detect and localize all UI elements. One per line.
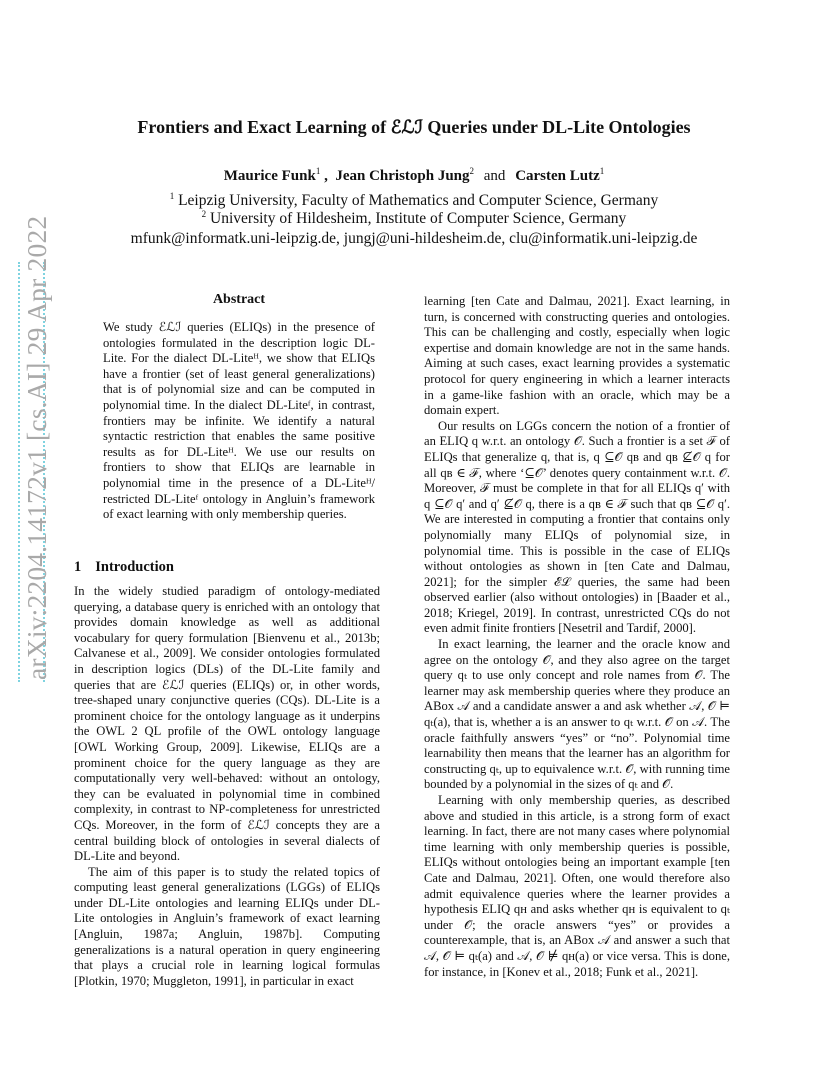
abstract-heading: Abstract — [212, 292, 266, 307]
author-affiliation-mark: 1 — [599, 166, 605, 176]
affiliation-text: University of Hildesheim, Institute of Computer Science, Germany — [210, 210, 627, 228]
affiliation-2 — [0, 209, 828, 228]
author-connector: and — [483, 168, 506, 184]
affiliation-mark: 2 — [201, 209, 207, 219]
section-title: Introduction — [95, 559, 174, 575]
author-name: Maurice Funk — [223, 168, 316, 184]
right-column — [424, 294, 730, 980]
paragraph: In the widely studied paradigm of ontology-mediated querying, a database query is enriched with an ontology that provides domain knowledge as well as additional vocabulary for query formulation [Bienvenu et al., 2013b; Calvanese et al., 2009]. We consider ontologies formulated in description logics (DLs) of the DL-Lite family and queries that are ℰℒℐ queries (ELIQs) or, in other words, tree-shaped unary conjunctive queries (CQs). DL-Lite is a prominent choice for the ontology language as it underpins the OWL 2 QL profile of the OWL ontology language [OWL Working Group, 2009]. Likewise, ELIQs are a prominent choice for the query language as they are computationally very well-behaved: without an ontology, they can be evaluated in polynomial time in combined complexity, in contrast to NP-completeness for unrestricted CQs. Moreover, in the form of ℰℒℐ concepts they are a central building block of ontologies in several dialects of DL-Lite and beyond. — [74, 584, 380, 864]
arxiv-identifier[interactable]: arXiv:2204.14172v1 [cs.AI] 29 Apr 2022 — [21, 215, 52, 680]
paper-title: Frontiers and Exact Learning of ℰℒℐ Queries under DL-Lite Ontologies — [137, 117, 691, 137]
paragraph: In exact learning, the learner and the oracle know and agree on the ontology 𝒪, and they also agree on the target query qₜ to use only concept and role names from 𝒪. The learner may ask membership queries where they produce an ABox 𝒜 and a candidate answer a and ask whether 𝒜, 𝒪 ⊨ qₜ(a), that is, whether a is an answer to qₜ w.r.t. 𝒪 on 𝒜. The oracle faithfully answers “yes” or “no”. Polynomial time learnability then means that the learner has an algorithm for constructing qₜ, up to equivalence w.r.t. 𝒪, with running time bounded by a polynomial in the sizes of qₜ and 𝒪. — [424, 637, 730, 792]
paragraph: Learning with only membership queries, as described above and studied in this article, is a strong form of exact learning. In fact, there are not many cases where polynomial time learning with only membership queries is possible, ELIQs without ontologies being an important example [ten Cate and Dalmau, 2021]. Often, one would therefore also admit equivalence queries where the learner provides a hypothesis ELIQ qʜ and asks whether qʜ is equivalent to qₜ under 𝒪; the oracle answers “yes” or provides a counterexample, that is, an ABox 𝒜 and answer a such that 𝒜, 𝒪 ⊨ qₜ(a) and 𝒜, 𝒪 ⊭ qʜ(a) or vice versa. This is done, for instance, in [Konev et al., 2018; Funk et al., 2021]. — [424, 793, 730, 979]
affiliation-mark: 1 — [169, 191, 175, 201]
paragraph: learning [ten Cate and Dalmau, 2021]. Exact learning, in turn, is concerned with constructing queries and ontologies. This can be challenging and costly, especially when logic expertise and domain knowledge are not in the same hands. Aiming at such cases, exact learning provides a systematic protocol for query engineering in which a learner interacts in a game-like fashion with an oracle, which may be a domain expert. — [424, 294, 730, 418]
section-heading — [74, 559, 174, 576]
author-affiliation-mark: 1 — [315, 166, 321, 176]
left-column — [74, 584, 380, 989]
author-emails[interactable]: mfunk@informatk.uni-leipzig.de, jungj@uni-hildesheim.de, clu@informatik.uni-leipzig.de — [130, 230, 698, 247]
section-number: 1 — [74, 559, 82, 575]
affiliation-text: Leipzig University, Faculty of Mathematics and Computer Science, Germany — [178, 192, 659, 210]
paragraph: The aim of this paper is to study the related topics of computing least general generalizations (LGGs) of ELIQs under DL-Lite ontologies and learning ELIQs under DL-Lite ontologies in Angluin’s framework of exact learning [Angluin, 1987a; Angluin, 1987b]. Computing generalizations is a natural operation in query engineering that plays a crucial role in learning logical formulas [Plotkin, 1970; Muggleton, 1991], in particular in exact — [74, 864, 380, 988]
paragraph: Our results on LGGs concern the notion of a frontier of an ELIQ q w.r.t. an ontology 𝒪. Such a frontier is a set ℱ of ELIQs that generalize q, that is, q ⊆𝒪 qʙ and qʙ ⊈𝒪 q for all qʙ ∈ ℱ, where ‘⊆𝒪’ denotes query containment w.r.t. 𝒪. Moreover, ℱ must be complete in that for all ELIQs q′ with q ⊆𝒪 q′ and q′ ⊈𝒪 q, there is a qʙ ∈ ℱ such that qʙ ⊆𝒪 q′. We are interested in computing a frontier that contains only polynomially many ELIQs of polynomial size, in polynomial time. This is possible in the case of ELIQs without ontologies as shown in [ten Cate and Dalmau, 2021]; for the simpler ℰℒ queries, the same had been observed earlier (also without ontologies) in [Baader et al., 2018; Kriegel, 2019]. In contrast, unrestricted CQs do not even admit finite frontiers [Nesetril and Tardif, 2000]. — [424, 418, 730, 636]
affiliation-1 — [0, 191, 828, 210]
author-list: Maurice Funk$^1$ , Jean Christoph Jung$^2$ and Carsten Lutz$^1$ — [223, 166, 605, 184]
author-name: Carsten Lutz — [515, 168, 600, 184]
abstract-text: We study ℰℒℐ queries (ELIQs) in the presence of ontologies formulated in the description logic DL-Lite. For the dialect DL-Liteᴴ, we show that ELIQs have a frontier (set of least general generalizations) that is of polynomial size and can be computed in polynomial time. In the dialect DL-Liteᶠ, in contrast, frontiers may be infinite. We identify a natural syntactic restriction that enables the same positive results as for DL-Liteᴴ. We use our results on frontiers to show that ELIQs are learnable in polynomial time in the presence of a DL-Liteᴴ/ restricted DL-Liteᶠ ontology in Angluin’s framework of exact learning with only membership queries. — [103, 320, 375, 522]
author-name: Jean Christoph Jung — [335, 168, 470, 184]
author-affiliation-mark: 2 — [469, 166, 475, 176]
